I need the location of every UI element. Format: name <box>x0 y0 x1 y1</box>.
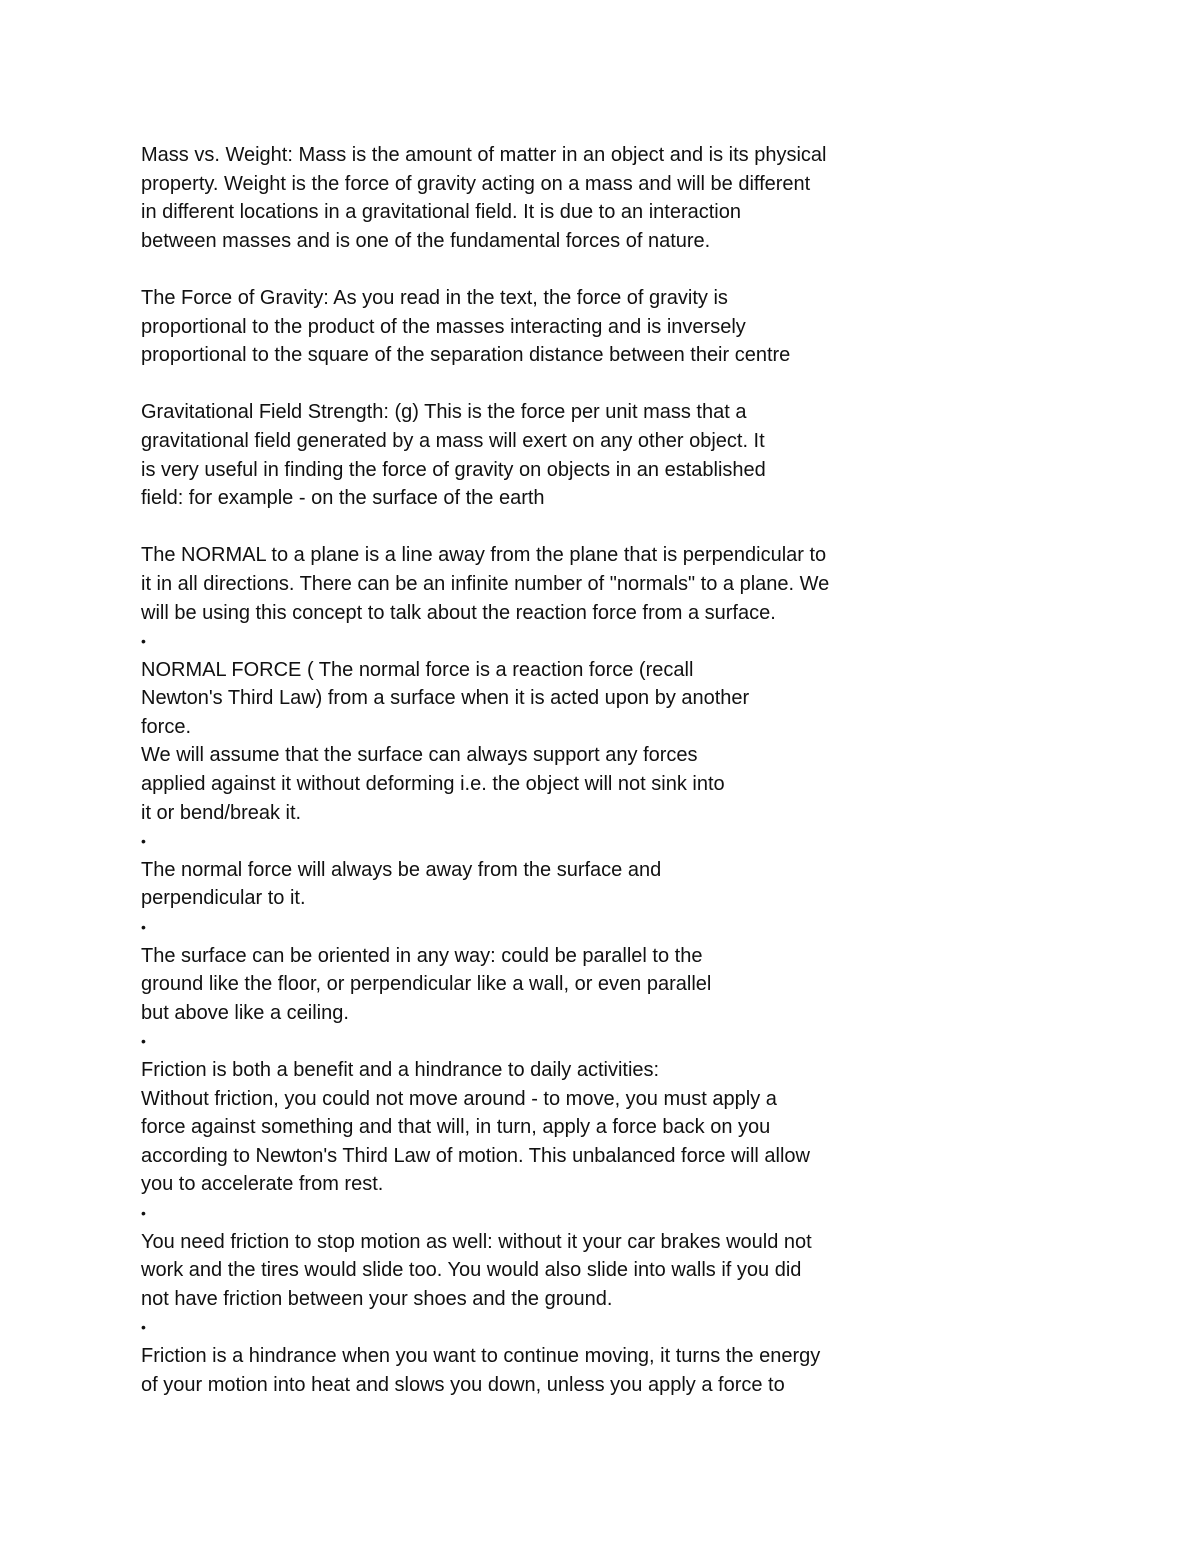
text-line: We will assume that the surface can always support any forces <box>141 744 698 767</box>
bullet-icon: • <box>141 1319 146 1336</box>
text-line: Newton's Third Law) from a surface when it is acted upon by another <box>141 687 750 710</box>
text-line: The normal force will always be away from the surface and <box>141 858 662 881</box>
text-line: but above like a ceiling. <box>141 1001 349 1024</box>
text-line: it in all directions. There can be an infinite number of "normals" to a plane. We <box>141 572 830 595</box>
text-line: proportional to the product of the masses interacting and is inversely <box>141 315 746 338</box>
text-line: Friction is a hindrance when you want to continue moving, it turns the energy <box>141 1344 821 1367</box>
bullet-item-normal-direction <box>141 856 1141 913</box>
text-line: applied against it without deforming i.e. the object will not sink into <box>141 773 725 796</box>
text-line: The Force of Gravity: As you read in the text, the force of gravity is <box>141 286 728 309</box>
text-line: ground like the floor, or perpendicular like a wall, or even parallel <box>141 973 712 996</box>
bullet-item-friction-stop-motion <box>141 1228 1141 1314</box>
text-line: proportional to the square of the separation distance between their centre <box>141 344 791 367</box>
bullet-icon: • <box>141 833 146 850</box>
text-line: perpendicular to it. <box>141 887 306 910</box>
text-line: will be using this concept to talk about the reaction force from a surface. <box>141 601 776 624</box>
bullet-icon: • <box>141 633 146 650</box>
text-line: you to accelerate from rest. <box>141 1173 384 1196</box>
bullet-item-surface-orientation <box>141 942 1141 1028</box>
paragraph-gravitational-field-strength <box>141 398 1141 512</box>
text-line: The NORMAL to a plane is a line away from the plane that is perpendicular to <box>141 544 827 567</box>
text-line: force. <box>141 715 192 738</box>
text-line: force against something and that will, in turn, apply a force back on you <box>141 1116 771 1139</box>
text-line: You need friction to stop motion as well: without it your car brakes would not <box>141 1230 812 1253</box>
text-line: gravitational field generated by a mass will exert on any other object. It <box>141 429 765 452</box>
text-line: of your motion into heat and slows you down, unless you apply a force to <box>141 1373 785 1396</box>
text-line: The surface can be oriented in any way: could be parallel to the <box>141 944 703 967</box>
paragraph-mass-vs-weight <box>141 141 1141 255</box>
bullet-icon: • <box>141 1033 146 1050</box>
paragraph-spacer <box>141 370 1141 399</box>
bullet-icon: • <box>141 1204 146 1221</box>
paragraph-force-of-gravity <box>141 284 1141 370</box>
paragraph-spacer <box>141 255 1141 284</box>
text-line: Without friction, you could not move around - to move, you must apply a <box>141 1087 777 1110</box>
text-line: property. Weight is the force of gravity acting on a mass and will be different <box>141 172 811 195</box>
bullet-item-friction-hindrance <box>141 1342 1141 1399</box>
bullet-item-normal-force <box>141 656 1141 828</box>
document-page <box>141 141 1141 1399</box>
text-line: work and the tires would slide too. You would also slide into walls if you did <box>141 1259 802 1282</box>
text-line: in different locations in a gravitational field. It is due to an interaction <box>141 201 741 224</box>
text-line: is very useful in finding the force of gravity on objects in an established <box>141 458 766 481</box>
text-line: NORMAL FORCE ( The normal force is a reaction force (recall <box>141 658 694 681</box>
text-line: it or bend/break it. <box>141 801 302 824</box>
text-line: field: for example - on the surface of the earth <box>141 487 545 510</box>
bullet-item-friction-benefit <box>141 1056 1141 1199</box>
text-line: Friction is both a benefit and a hindrance to daily activities: <box>141 1059 660 1081</box>
text-line: according to Newton's Third Law of motion. This unbalanced force will allow <box>141 1144 810 1167</box>
text-line: between masses and is one of the fundamental forces of nature. <box>141 229 711 252</box>
text-line: Mass vs. Weight: Mass is the amount of matter in an object and is its physical <box>141 144 827 166</box>
text-line: Gravitational Field Strength: (g) This is the force per unit mass that a <box>141 401 747 424</box>
paragraph-normal-to-plane <box>141 541 1141 627</box>
bullet-icon: • <box>141 919 146 936</box>
paragraph-spacer <box>141 513 1141 542</box>
text-line: not have friction between your shoes and the ground. <box>141 1287 613 1310</box>
